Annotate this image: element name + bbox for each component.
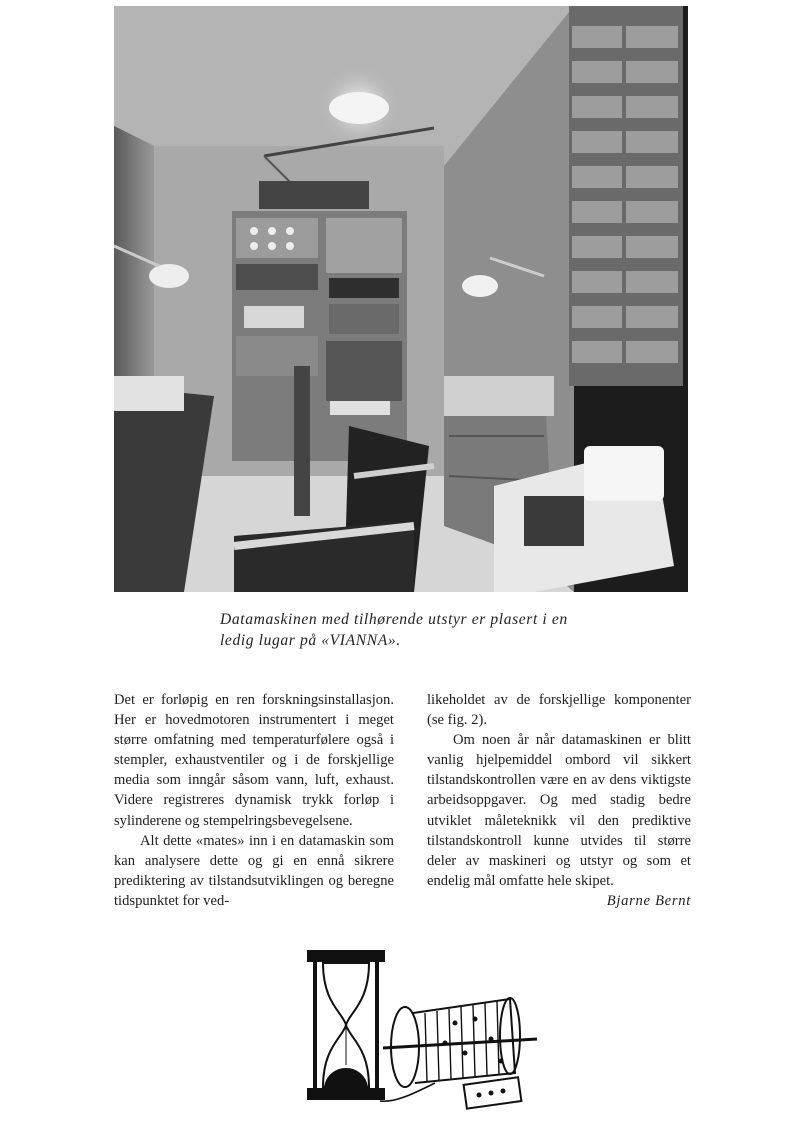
computer-room-photo [114, 6, 688, 592]
article-paragraph: likeholdet av de forskjellige komponenter (se fig. 2). [427, 692, 691, 729]
article-paragraph [427, 730, 691, 909]
article-paragraph: Det er forløpig en ren forskningsinstallasjon. Her er hovedmotoren instrumentert i meget større omfatning med temperaturfølere også i stempler, exhaustventiler og i de forskjellige media som inngår såsom vann, luft, exhaust. Videre registreres dynamisk trykk forløp i sylinderene og stempelringsbevegelsene. [114, 692, 394, 829]
article-paragraph: Alt dette «mates» inn i en datamaskin som kan analysere dette og gi en ennå sikrere prediktering av tilstandsutviklingen og beregne tidspunktet for ved- [114, 832, 394, 909]
author-signature: Bjarne Bernt [606, 892, 691, 909]
article-right-column [427, 690, 691, 911]
hourglass-and-cable-reel-illustration [305, 943, 540, 1113]
photo-caption: Datamaskinen med tilhørende utstyr er plasert i en ledig lugar på «VIANNA». [220, 611, 568, 649]
article-paragraph-text: Om noen år når datamaskinen er blitt vanlig hjelpemiddel ombord vil sikkert tilstandskontrollen være en av dens viktigste arbeidsoppgaver. Og med stadig bedre utviklet måleteknikk vil den prediktive tilstandskontroll kunne utvides til større deler av maskineri og utstyr og som et endelig mål omfatte hele skipet. [427, 732, 691, 889]
article-left-column [114, 690, 394, 911]
